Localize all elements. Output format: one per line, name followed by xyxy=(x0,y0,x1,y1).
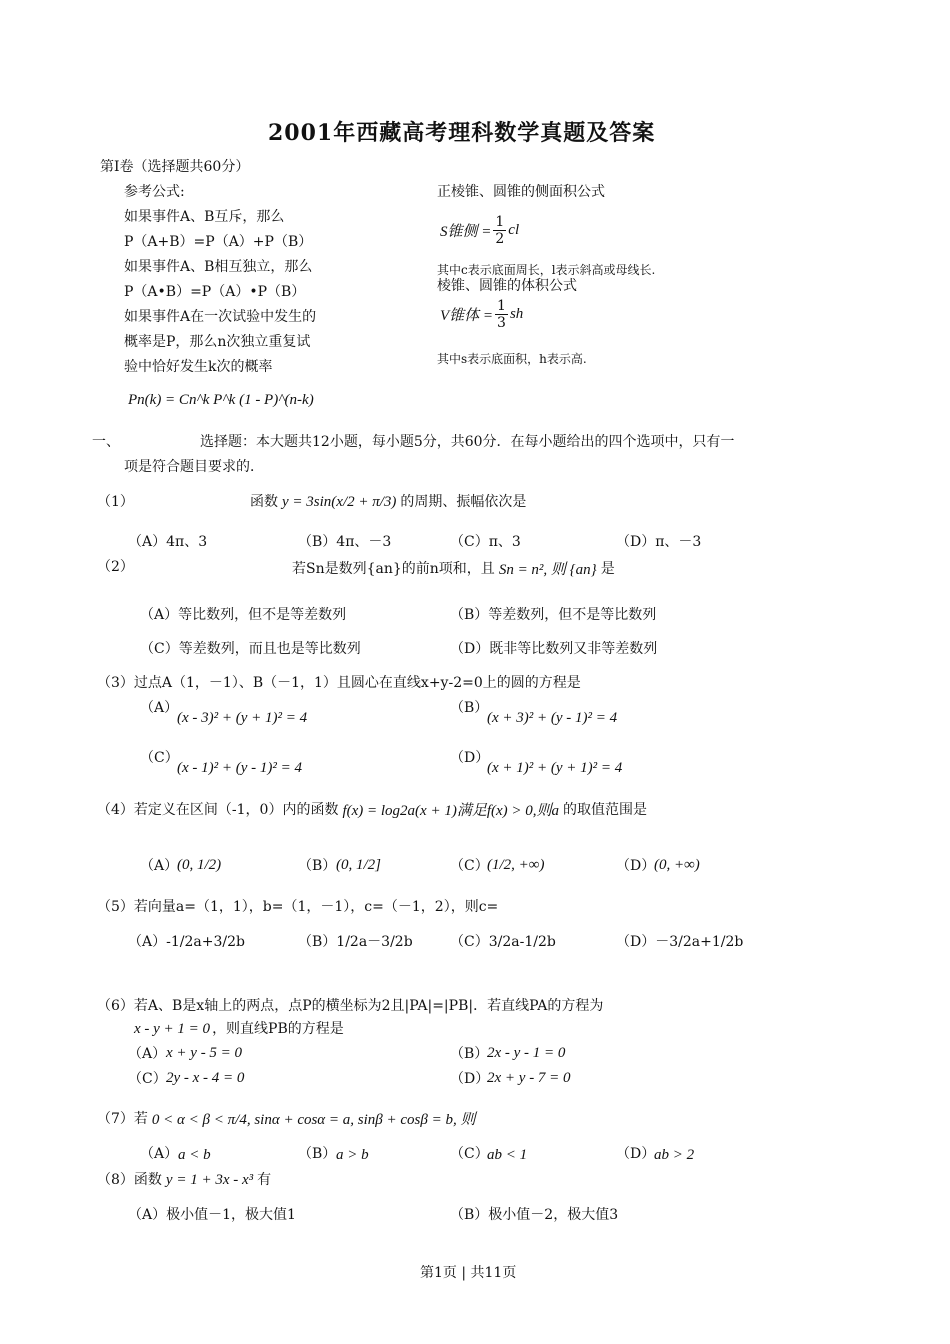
option-label: （D） xyxy=(616,858,656,874)
option: （A）极小值－1，极大值1 xyxy=(128,1207,296,1223)
option-label: （A） xyxy=(128,1046,167,1062)
cone-side-formula: S锥侧 = $\frac{1}{2}$ cl xyxy=(440,214,520,247)
formula-right-title: 正棱锥、圆锥的侧面积公式 xyxy=(437,184,605,200)
option: （D）π、－3 xyxy=(616,534,702,550)
option-expr: ab < 1 xyxy=(487,1147,528,1163)
page-title: 2001年西藏高考理科数学真题及答案 xyxy=(268,120,656,146)
question-8-stem: （8）函数 y = 1 + 3x - x³ 有 xyxy=(97,1171,272,1188)
option-label: （A） xyxy=(140,1146,179,1162)
formula-line: 如果事件A在一次试验中发生的 xyxy=(124,309,317,325)
formula-right-title: 棱锥、圆锥的体积公式 xyxy=(437,278,577,294)
binomial-formula: Pn(k) = Cn^k P^k (1 - P)^(n-k) xyxy=(128,392,314,408)
option: （B）等差数列，但不是等比数列 xyxy=(450,607,657,623)
option-label: （B） xyxy=(298,858,337,874)
option-expr: (1/2, +∞) xyxy=(487,857,545,873)
option-label: （C） xyxy=(128,1071,167,1087)
formula-note: 其中c表示底面周长，l表示斜高或母线长. xyxy=(437,263,656,277)
option: （C）等差数列，而且也是等比数列 xyxy=(140,641,361,657)
option-label: （B） xyxy=(450,1046,489,1062)
option-expr: (0, 1/2] xyxy=(336,857,381,873)
option-expr: (x - 1)² + (y - 1)² = 4 xyxy=(177,760,303,776)
option: （A）等比数列，但不是等差数列 xyxy=(140,607,347,623)
option-label: （B） xyxy=(298,1146,337,1162)
part-number: 一、 xyxy=(92,434,120,450)
option-expr: x + y - 5 = 0 xyxy=(166,1045,243,1061)
question-6-stem-line2: x - y + 1 = 0 ，则直线PB的方程是 xyxy=(134,1020,344,1037)
question-3-stem: （3）过点A（1，－1）、B（－1，1）且圆心在直线x+y-2=0上的圆的方程是 xyxy=(97,675,581,691)
question-4-stem: （4）若定义在区间（-1，0）内的函数 f(x) = log2a(x + 1)满足f(x) > 0,则a 的取值范围是 xyxy=(97,801,648,819)
option-expr: (0, +∞) xyxy=(654,857,700,873)
question-6-stem: （6）若A、B是x轴上的两点，点P的横坐标为2且|PA|=|PB|．若直线PA的方程为 xyxy=(97,998,604,1014)
option-expr: 2x - y - 1 = 0 xyxy=(487,1045,566,1061)
formula-line: 如果事件A、B相互独立，那么 xyxy=(124,259,313,275)
option: （B）1/2a－3/2b xyxy=(298,934,413,950)
part-intro: 项是符合题目要求的． xyxy=(124,459,264,475)
option-expr: (0, 1/2) xyxy=(177,857,222,873)
formula-line: 验中恰好发生k次的概率 xyxy=(124,359,273,375)
option: （A）4π、3 xyxy=(128,534,208,550)
option-expr: 2x + y - 7 = 0 xyxy=(487,1070,571,1086)
option-label: （D） xyxy=(616,1146,656,1162)
page-footer: 第1页 | 共11页 xyxy=(420,1265,517,1281)
formula-line: 如果事件A、B互斥，那么 xyxy=(124,209,285,225)
option-expr: a > b xyxy=(336,1147,369,1163)
option-label: （B） xyxy=(450,700,489,716)
part-intro: 选择题：本大题共12小题，每小题5分，共60分．在每小题给出的四个选项中，只有一 xyxy=(200,434,735,450)
option-label: （C） xyxy=(450,858,489,874)
option-label: （C） xyxy=(140,750,179,766)
question-2-stem: 若Sn是数列{an}的前n项和，且 Sn = n², 则 {an} 是 xyxy=(292,560,615,578)
question-1-stem: 函数 y = 3sin(x/2 + π/3) 的周期、振幅依次是 xyxy=(250,493,527,510)
option: （B）4π、－3 xyxy=(298,534,392,550)
formula-line: P（A+B）=P（A）+P（B） xyxy=(124,234,313,250)
option-expr: (x + 3)² + (y - 1)² = 4 xyxy=(487,710,618,726)
option: （C）π、3 xyxy=(450,534,521,550)
option-label: （D） xyxy=(450,750,490,766)
option: （D）既非等比数列又非等差数列 xyxy=(450,641,658,657)
formula-note: 其中s表示底面积，h表示高. xyxy=(437,352,587,366)
option: （D）－3/2a+1/2b xyxy=(616,934,744,950)
option-expr: (x + 1)² + (y + 1)² = 4 xyxy=(487,760,623,776)
option-expr: ab > 2 xyxy=(654,1147,695,1163)
option: （B）极小值－2，极大值3 xyxy=(450,1207,619,1223)
question-5-stem: （5）若向量a=（1，1），b=（1，－1），c=（－1，2），则c= xyxy=(97,899,499,915)
option: （C）3/2a-1/2b xyxy=(450,934,556,950)
option-expr: a < b xyxy=(178,1147,211,1163)
cone-volume-formula: V锥体 = $\frac{1}{3}$ sh xyxy=(440,298,524,331)
formula-line: 概率是P，那么n次独立重复试 xyxy=(124,334,311,350)
question-number: （1） xyxy=(97,494,134,510)
question-number: （2） xyxy=(97,559,134,575)
section-header: 第Ⅰ卷（选择题共60分） xyxy=(100,159,250,175)
option-label: （D） xyxy=(450,1071,490,1087)
formula-ref-label: 参考公式: xyxy=(124,184,185,200)
option-label: （C） xyxy=(450,1146,489,1162)
option: （A）-1/2a+3/2b xyxy=(128,934,245,950)
formula-line: P（A•B）=P（A）•P（B） xyxy=(124,284,306,300)
option-label: （A） xyxy=(140,858,179,874)
option-expr: 2y - x - 4 = 0 xyxy=(166,1070,245,1086)
option-expr: (x - 3)² + (y + 1)² = 4 xyxy=(177,710,308,726)
question-7-stem: （7）若 0 < α < β < π/4, sinα + cosα = a, sinβ + cosβ = b, 则 xyxy=(97,1110,476,1128)
option-label: （A） xyxy=(140,700,179,716)
